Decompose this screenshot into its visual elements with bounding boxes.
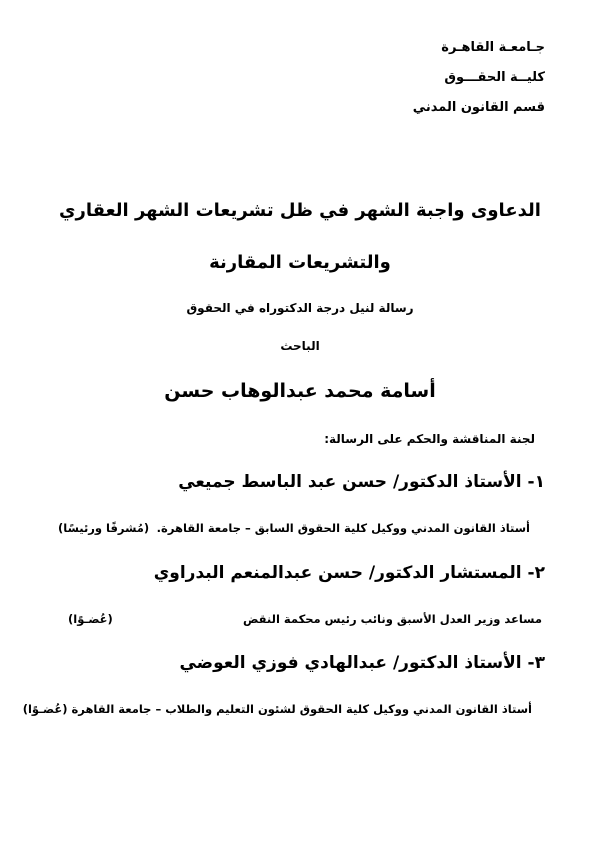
thesis-title-line-2: والتشريعات المقارنة [209, 252, 391, 273]
member-2-role: (عُضـوًا) [68, 612, 113, 626]
committee-heading: لجنة المناقشة والحكم على الرسالة: [324, 432, 535, 446]
thesis-subtitle: رسالة لنيل درجة الدكتوراه في الحقوق [186, 301, 414, 315]
member-1-name: ١- الأستاذ الدكتور/ حسن عبد الباسط جميعي [178, 472, 545, 492]
researcher-name: أسامة محمد عبدالوهاب حسن [164, 380, 436, 402]
university-name: جـامعـة القاهـرة [441, 40, 545, 55]
faculty-name: كليــة الحقـــوق [444, 70, 545, 85]
member-2-description: مساعد وزير العدل الأسبق ونائب رئيس محكمة النقض [242, 612, 542, 626]
member-3-name: ٣- الأستاذ الدكتور/ عبدالهادي فوزي العوضي [179, 653, 545, 673]
researcher-label: الباحث [280, 339, 320, 353]
member-2-name: ٢- المستشار الدكتور/ حسن عبدالمنعم البدراوي [153, 563, 545, 583]
member-3-description: أستاذ القانون المدني ووكيل كلية الحقوق لشئون التعليم والطلاب – جامعة القاهرة (عُضـوًا) [22, 702, 532, 716]
thesis-title-line-1: الدعاوى واجبة الشهر في ظل تشريعات الشهر العقاري [59, 200, 541, 221]
member-1-description: أستاذ القانون المدني ووكيل كلية الحقوق السابق – جامعة القاهرة. [156, 521, 530, 535]
department-name: قسم القانون المدني [412, 100, 545, 115]
member-1-role: (مُشرفًا ورئيسًا) [58, 521, 150, 535]
